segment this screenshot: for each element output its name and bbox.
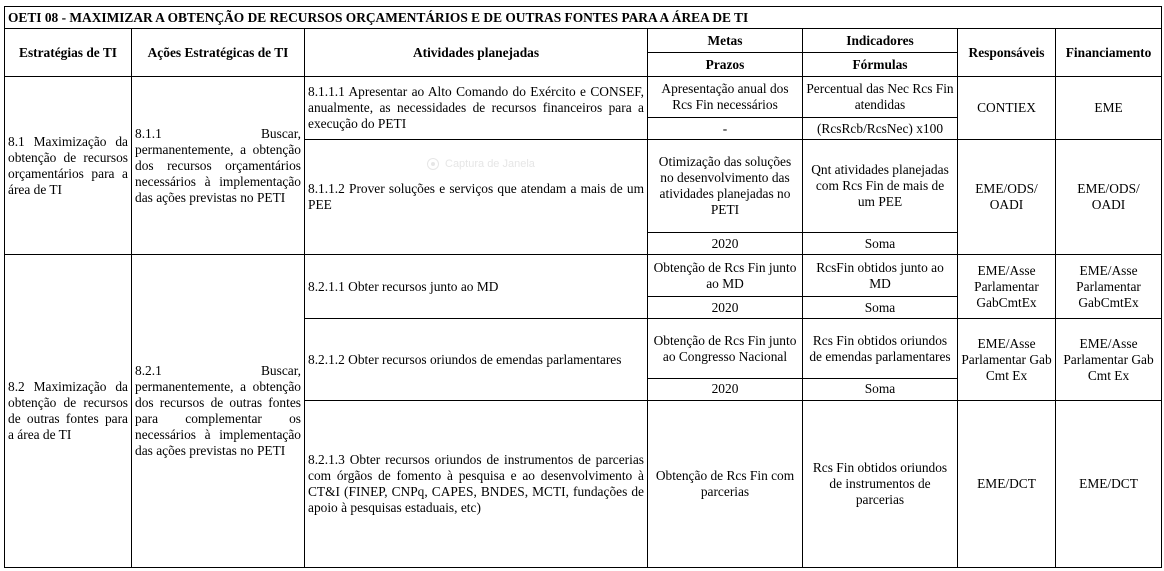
indicador-cell: Rcs Fin obtidos oriundos de instrumentos de parcerias bbox=[803, 400, 958, 567]
formula-cell: (RcsRcb/RcsNec) x100 bbox=[803, 118, 958, 140]
responsavel-cell: EME/DCT bbox=[958, 400, 1056, 567]
indicador-cell: Rcs Fin obtidos oriundos de emendas parlamentares bbox=[803, 319, 958, 378]
atividade-cell: 8.2.1.1 Obter recursos junto ao MD bbox=[305, 255, 648, 319]
formula-cell: Soma bbox=[803, 378, 958, 400]
responsavel-cell: EME/ODS/ OADI bbox=[958, 140, 1056, 255]
header-metas: Metas bbox=[648, 29, 803, 53]
meta-cell: Apresentação anual dos Rcs Fin necessários bbox=[648, 77, 803, 118]
atividade-cell: 8.2.1.2 Obter recursos oriundos de emendas parlamentares bbox=[305, 319, 648, 400]
watermark-label: Captura de Janela bbox=[445, 158, 535, 170]
header-estrategias: Estratégias de TI bbox=[5, 29, 132, 77]
atividade-cell: 8.1.1.1 Apresentar ao Alto Comando do Exército e CONSEF, anualmente, as necessidades de recursos financeiros para a execução do PETI bbox=[305, 77, 648, 140]
financiamento-cell: EME/Asse Parlamentar Gab Cmt Ex bbox=[1056, 319, 1162, 400]
responsavel-cell: EME/Asse Parlamentar Gab Cmt Ex bbox=[958, 319, 1056, 400]
prazo-cell: 2020 bbox=[648, 378, 803, 400]
estrategia-cell: 8.1 Maximização da obtenção de recursos orçamentários para a área de TI bbox=[5, 77, 132, 255]
header-formulas: Fórmulas bbox=[803, 53, 958, 77]
meta-cell: Otimização das soluções no desenvolvimento das atividades planejadas no PETI bbox=[648, 140, 803, 233]
atividade-cell: 8.1.1.2 Prover soluções e serviços que atendam a mais de um PEE bbox=[305, 140, 648, 255]
financiamento-cell: EME/ODS/ OADI bbox=[1056, 140, 1162, 255]
document-page bbox=[4, 6, 1161, 568]
header-responsaveis: Responsáveis bbox=[958, 29, 1056, 77]
prazo-cell: 2020 bbox=[648, 297, 803, 319]
atividade-cell: 8.2.1.3 Obter recursos oriundos de instrumentos de parcerias com órgãos de fomento à pesquisa e ao desenvolvimento à CT&I (FINEP, CNPq, CAPES, BNDES, MCTI, fundações de apoio à pesquisas estaduais, etc) bbox=[305, 400, 648, 567]
acao-cell: 8.1.1 Buscar, permanentemente, a obtenção dos recursos orçamentários necessários à implementação das ações previstas no PETI bbox=[132, 77, 305, 255]
financiamento-cell: EME/Asse Parlamentar GabCmtEx bbox=[1056, 255, 1162, 319]
financiamento-cell: EME bbox=[1056, 77, 1162, 140]
responsavel-cell: CONTIEX bbox=[958, 77, 1056, 140]
indicador-cell: Percentual das Nec Rcs Fin atendidas bbox=[803, 77, 958, 118]
header-acoes: Ações Estratégicas de TI bbox=[132, 29, 305, 77]
meta-cell: Obtenção de Rcs Fin junto ao MD bbox=[648, 255, 803, 297]
formula-cell: Soma bbox=[803, 297, 958, 319]
header-indicadores: Indicadores bbox=[803, 29, 958, 53]
meta-cell: Obtenção de Rcs Fin junto ao Congresso Nacional bbox=[648, 319, 803, 378]
header-prazos: Prazos bbox=[648, 53, 803, 77]
prazo-cell: - bbox=[648, 118, 803, 140]
indicador-cell: Qnt atividades planejadas com Rcs Fin de mais de um PEE bbox=[803, 140, 958, 233]
header-atividades: Atividades planejadas bbox=[305, 29, 648, 77]
financiamento-cell: EME/DCT bbox=[1056, 400, 1162, 567]
responsavel-cell: EME/Asse Parlamentar GabCmtEx bbox=[958, 255, 1056, 319]
acao-cell: 8.2.1 Buscar, permanentemente, a obtenção dos recursos de outras fontes para complementar os necessários à implementação das ações previstas no PETI bbox=[132, 255, 305, 568]
prazo-cell: 2020 bbox=[648, 233, 803, 255]
formula-cell: Soma bbox=[803, 233, 958, 255]
table-title: OETI 08 - MAXIMIZAR A OBTENÇÃO DE RECURSOS ORÇAMENTÁRIOS E DE OUTRAS FONTES PARA A ÁREA DE TI bbox=[5, 7, 1162, 29]
oeti-table bbox=[4, 6, 1162, 568]
header-financiamento: Financiamento bbox=[1056, 29, 1162, 77]
meta-cell: Obtenção de Rcs Fin com parcerias bbox=[648, 400, 803, 567]
estrategia-cell: 8.2 Maximização da obtenção de recursos de outras fontes para a área de TI bbox=[5, 255, 132, 568]
indicador-cell: RcsFin obtidos junto ao MD bbox=[803, 255, 958, 297]
